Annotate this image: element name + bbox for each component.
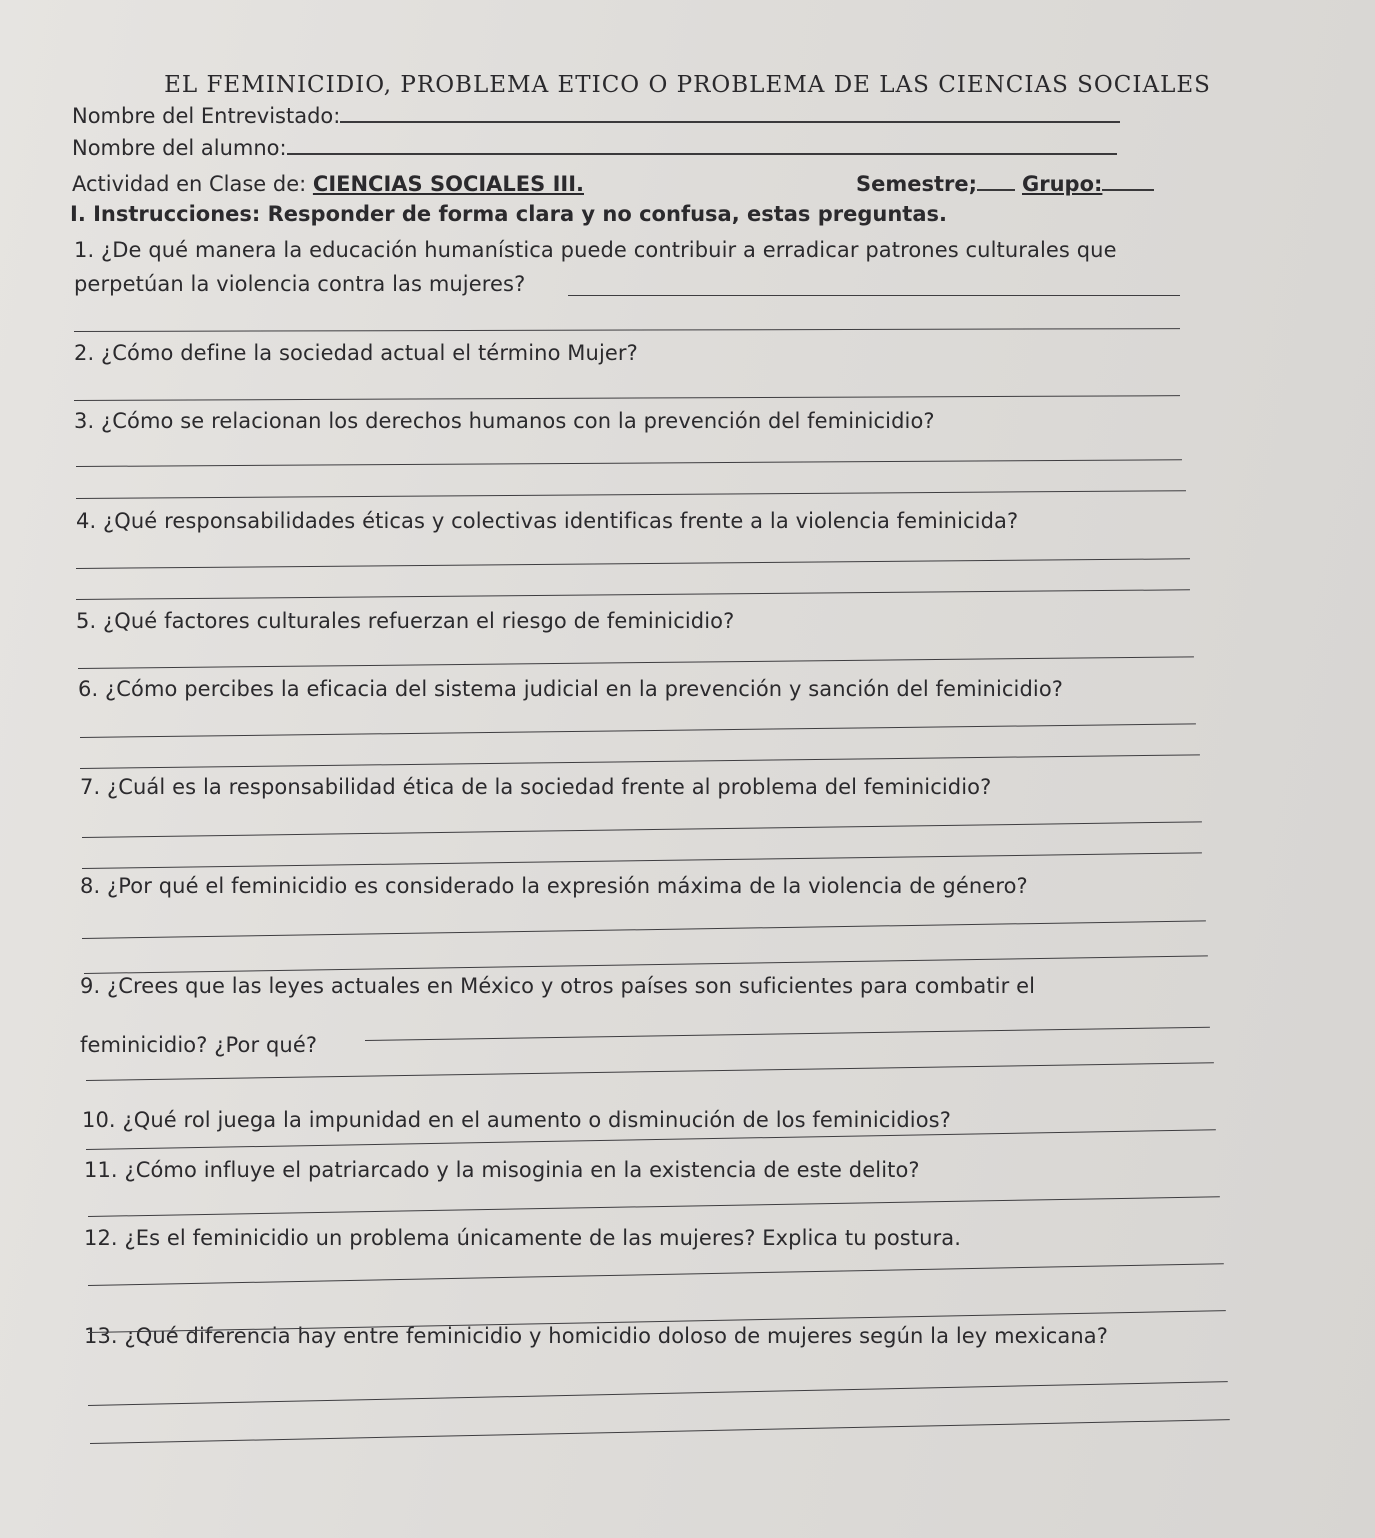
question-11: 11. ¿Cómo influye el patriarcado y la misoginia en la existencia de este delito? (84, 1158, 920, 1182)
question-7: 7. ¿Cuál es la responsabilidad ética de la sociedad frente al problema del feminicidio? (80, 775, 992, 799)
question-12: 12. ¿Es el feminicidio un problema únicamente de las mujeres? Explica tu postura. (84, 1226, 962, 1250)
question-8: 8. ¿Por qué el feminicidio es considerado la expresión máxima de la violencia de género? (80, 874, 1028, 898)
question-13: 13. ¿Qué diferencia hay entre feminicidio y homicidio doloso de mujeres según la ley mexicana? (84, 1324, 1109, 1348)
question-9-cont: feminicidio? ¿Por qué? (80, 1033, 318, 1057)
answer-line[interactable] (568, 295, 1180, 296)
activity-field (72, 172, 824, 196)
semester-line[interactable] (977, 187, 1015, 191)
group-label: Grupo: (1022, 172, 1103, 196)
answer-line[interactable] (86, 1129, 1216, 1150)
group-line[interactable] (1102, 187, 1154, 191)
student-line[interactable] (287, 151, 1117, 155)
answer-line[interactable] (84, 955, 1208, 974)
answer-line[interactable] (82, 821, 1202, 838)
answer-line[interactable] (80, 754, 1200, 769)
answer-line[interactable] (86, 1062, 1214, 1081)
question-3: 3. ¿Cómo se relacionan los derechos humanos con la prevención del feminicidio? (74, 409, 935, 433)
question-2: 2. ¿Cómo define la sociedad actual el término Mujer? (74, 341, 638, 365)
answer-line[interactable] (82, 852, 1202, 869)
answer-line[interactable] (80, 723, 1196, 738)
answer-line[interactable] (88, 1381, 1228, 1406)
question-1-cont: perpetúan la violencia contra las mujeres? (74, 272, 526, 296)
page-title: EL FEMINICIDIO, PROBLEMA ETICO O PROBLEMA DE LAS CIENCIAS SOCIALES (164, 72, 1211, 98)
instructions: I. Instrucciones: Responder de forma clara y no confusa, estas preguntas. (70, 202, 947, 226)
answer-line[interactable] (74, 395, 1180, 401)
interviewee-line[interactable] (340, 119, 1120, 123)
question-6: 6. ¿Cómo percibes la eficacia del sistema judicial en la prevención y sanción del feminicidio? (78, 677, 1064, 701)
semester-field[interactable] (856, 172, 1015, 196)
answer-line[interactable] (365, 1027, 1210, 1041)
answer-line[interactable] (76, 589, 1190, 600)
question-9: 9. ¿Crees que las leyes actuales en México y otros países son suficientes para combatir el (80, 974, 1036, 998)
student-label: Nombre del alumno: (72, 136, 287, 160)
interviewee-label: Nombre del Entrevistado: (72, 104, 341, 128)
answer-line[interactable] (90, 1419, 1230, 1444)
activity-label: Actividad en Clase de: (72, 172, 307, 196)
question-10: 10. ¿Qué rol juega la impunidad en el aumento o disminución de los feminicidios? (82, 1108, 951, 1132)
activity-value: CIENCIAS SOCIALES III. (312, 172, 584, 196)
answer-line[interactable] (74, 328, 1180, 332)
question-1: 1. ¿De qué manera la educación humanística puede contribuir a erradicar patrones culturales que (74, 238, 1117, 262)
answer-line[interactable] (76, 459, 1182, 467)
answer-line[interactable] (82, 920, 1206, 939)
semester-label: Semestre; (856, 172, 978, 196)
question-4: 4. ¿Qué responsabilidades éticas y colectivas identificas frente a la violencia feminicida? (76, 509, 1019, 533)
student-field[interactable] (72, 136, 1117, 160)
interviewee-field[interactable] (72, 104, 1120, 128)
question-5: 5. ¿Qué factores culturales refuerzan el riesgo de feminicidio? (76, 609, 735, 633)
answer-line[interactable] (76, 558, 1190, 569)
answer-line[interactable] (76, 490, 1186, 499)
answer-line[interactable] (88, 1196, 1220, 1217)
answer-line[interactable] (88, 1263, 1224, 1286)
group-field[interactable] (1022, 172, 1154, 196)
answer-line[interactable] (78, 656, 1194, 669)
